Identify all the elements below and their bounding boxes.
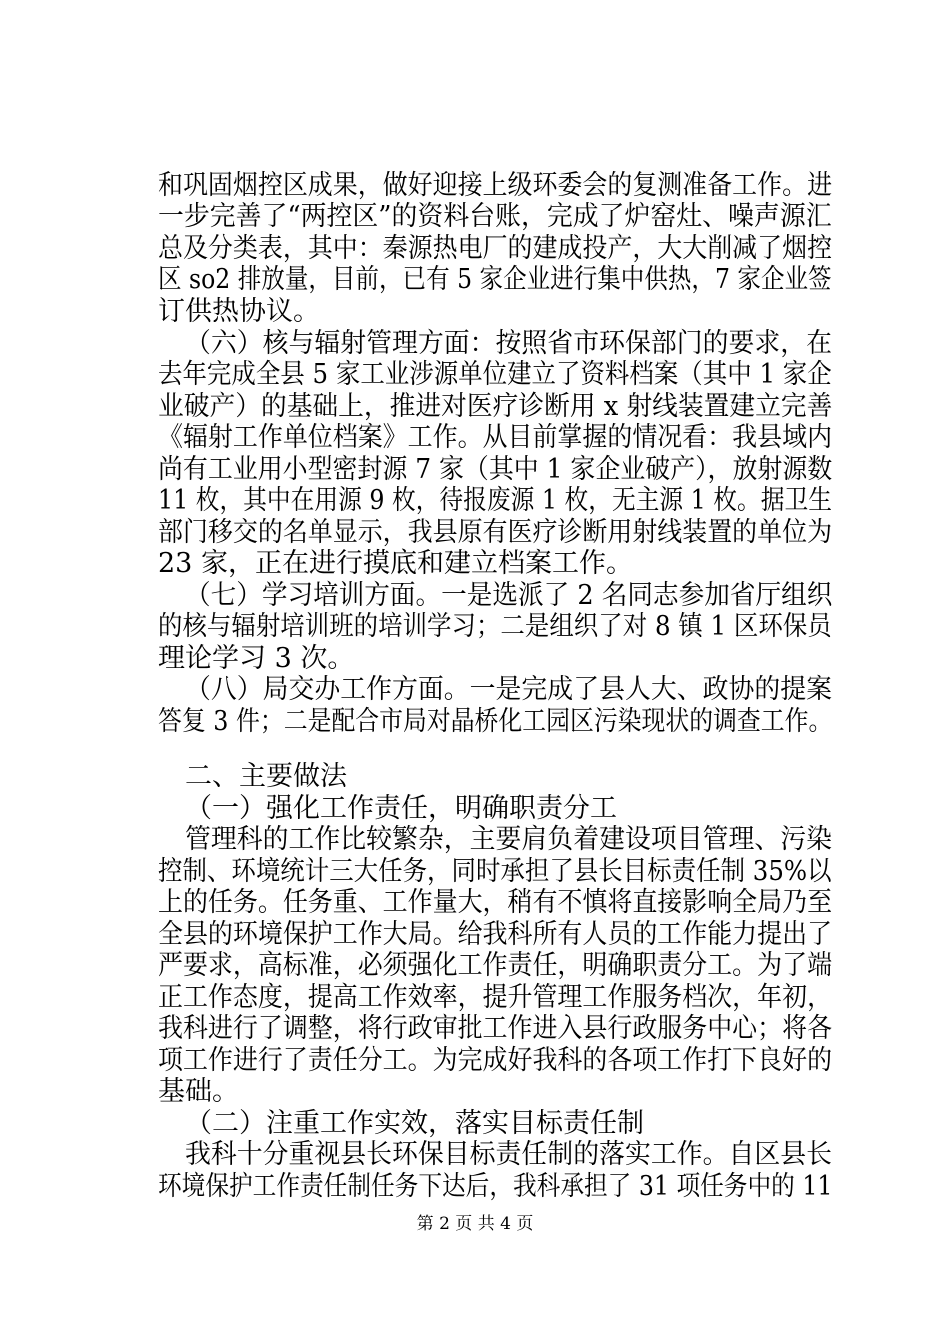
body-line: 部门移交的名单显示，我县原有医疗诊断用射线装置的单位为 (158, 517, 833, 548)
body-line: 一步完善了“两控区”的资料台账，完成了炉窑灶、噪声源汇 (158, 201, 832, 232)
body-line: 去年完成全县 5 家工业涉源单位建立了资料档案（其中 1 家企 (158, 359, 832, 390)
body-line: 项工作进行了责任分工。为完成好我科的各项工作打下良好的 (158, 1045, 833, 1076)
body-line: （六）核与辐射管理方面：按照省市环保部门的要求，在 (185, 328, 832, 359)
subsection-heading: （二）注重工作实效，落实目标责任制 (185, 1108, 644, 1139)
body-line: 《辐射工作单位档案》工作。从目前掌握的情况看：我县域内 (158, 422, 833, 453)
page-footer: 第 2 页 共 4 页 (416, 1214, 534, 1234)
body-line: 业破产）的基础上，推进对医疗诊断用 x 射线装置建立完善 (158, 391, 833, 422)
body-line: 我科十分重视县长环保目标责任制的落实工作。自区县长 (185, 1139, 832, 1170)
subsection-heading: （一）强化工作责任，明确职责分工 (185, 793, 617, 824)
section-heading: 二、主要做法 (185, 761, 347, 792)
body-line: （八）局交办工作方面。一是完成了县人大、政协的提案 (185, 674, 832, 705)
body-line: 基础。 (158, 1076, 239, 1107)
body-line: 环境保护工作责任制任务下达后，我科承担了 31 项任务中的 11 (158, 1171, 833, 1202)
body-line: 答复 3 件；二是配合市局对晶桥化工园区污染现状的调查工作。 (158, 706, 833, 737)
body-line: 订供热协议。 (158, 296, 320, 327)
body-line: 总及分类表，其中：秦源热电厂的建成投产，大大削减了烟控 (158, 233, 833, 264)
body-line: 的核与辐射培训班的培训学习；二是组织了对 8 镇 1 区环保员 (158, 611, 832, 642)
body-line: （七）学习培训方面。一是选派了 2 名同志参加省厅组织 (185, 580, 833, 611)
body-line: 理论学习 3 次。 (158, 643, 355, 674)
body-line: 全县的环境保护工作大局。给我科所有人员的工作能力提出了 (158, 919, 833, 950)
body-line: 尚有工业用小型密封源 7 家（其中 1 家企业破产），放射源数 (158, 454, 833, 485)
body-line: 23 家，正在进行摸底和建立档案工作。 (158, 548, 633, 579)
body-line: 严要求，高标准，必须强化工作责任，明确职责分工。为了端 (158, 950, 833, 981)
body-line: 上的任务。任务重、工作量大，稍有不慎将直接影响全局乃至 (158, 887, 833, 918)
body-line: 控制、环境统计三大任务，同时承担了县长目标责任制 35%以 (158, 856, 832, 887)
body-line: 我科进行了调整，将行政审批工作进入县行政服务中心；将各 (158, 1013, 833, 1044)
body-line: 11 枚，其中在用源 9 枚，待报废源 1 枚，无主源 1 枚。据卫生 (158, 485, 832, 516)
body-line: 和巩固烟控区成果，做好迎接上级环委会的复测准备工作。进 (158, 170, 833, 201)
body-line: 管理科的工作比较繁杂，主要肩负着建设项目管理、污染 (185, 824, 832, 855)
body-line: 正工作态度，提高工作效率，提升管理工作服务档次，年初， (158, 982, 833, 1013)
body-line: 区 so2 排放量，目前，已有 5 家企业进行集中供热，7 家企业签 (158, 264, 832, 295)
